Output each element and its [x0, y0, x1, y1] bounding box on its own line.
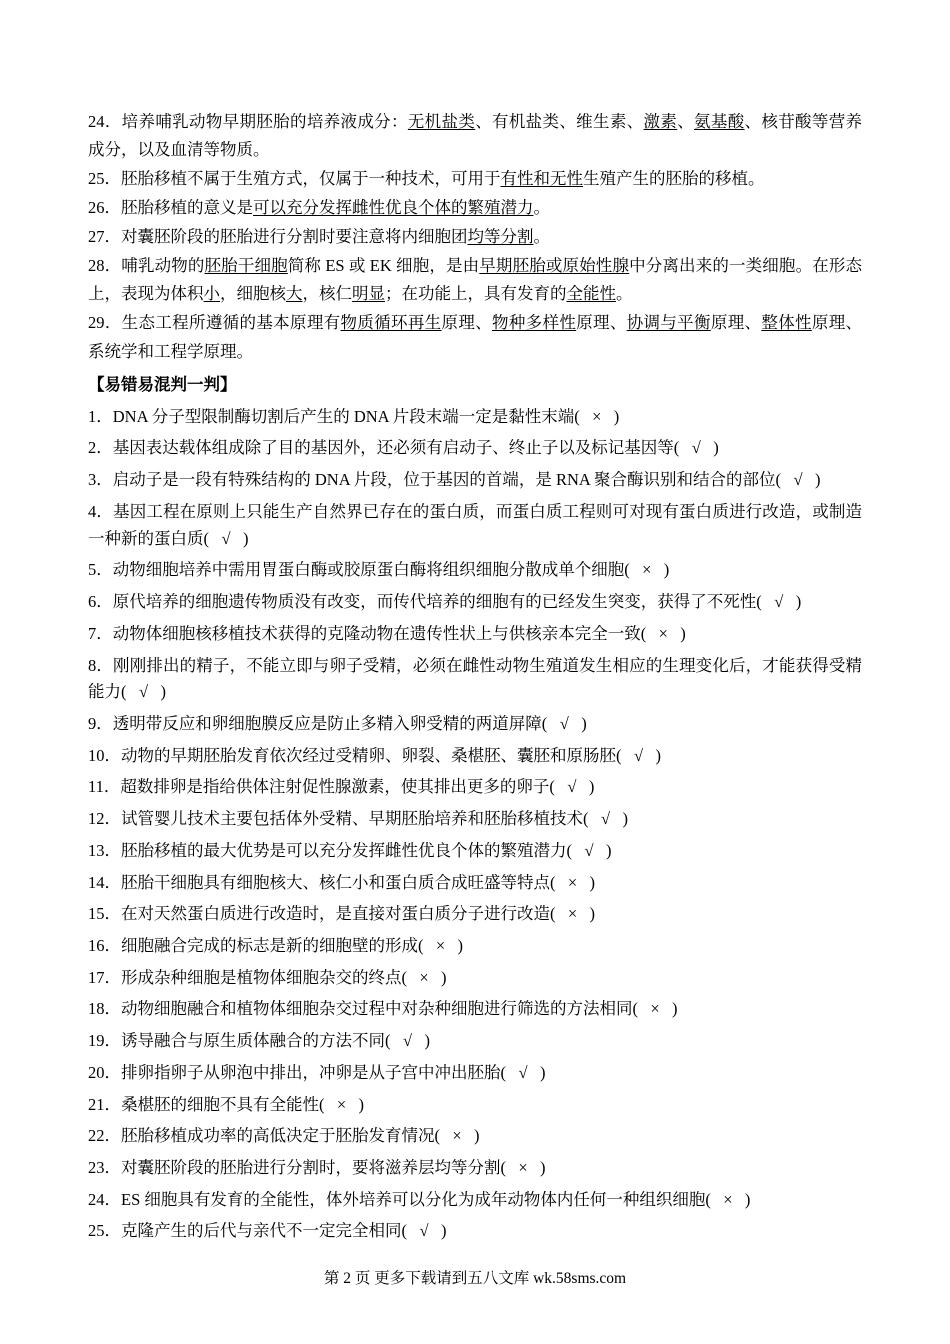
note-number: 27．	[88, 227, 121, 246]
note-item	[88, 252, 862, 309]
judge-list	[88, 401, 862, 1247]
note-text: 原理、	[576, 313, 627, 333]
judge-number: 18．	[88, 999, 121, 1019]
judge-answer-close-paren: )	[744, 1189, 751, 1209]
judge-answer-mark: √	[774, 592, 784, 612]
judge-answer	[679, 438, 719, 457]
judge-answer-close-paren: )	[815, 470, 821, 490]
judge-answer	[506, 1063, 546, 1082]
note-item	[88, 165, 862, 193]
note-answer-underline: 全能性	[566, 284, 616, 304]
judge-answer-close-paren: )	[424, 1031, 430, 1051]
judge-text: 胚胎干细胞具有细胞核大、核仁小和蛋白质合成旺盛等特点(	[121, 872, 556, 892]
judge-answer-close-paren: )	[680, 623, 686, 643]
judge-answer-close-paren: )	[160, 682, 166, 702]
judge-answer-close-paren: )	[588, 777, 595, 797]
judge-item	[88, 1216, 862, 1248]
judge-text: 对囊胚阶段的胚胎进行分割时，要将滋养层均等分割(	[121, 1158, 506, 1177]
judge-answer	[580, 407, 620, 426]
note-answer-underline: 均等分割	[467, 227, 534, 246]
judge-answer-mark: ×	[518, 1158, 528, 1177]
judge-answer	[127, 682, 167, 701]
judge-answer-close-paren: )	[441, 1221, 447, 1241]
note-answer-underline: 物种多样性	[492, 313, 577, 333]
judge-text: DNA 分子型限制酶切割后产生的 DNA 片段末端一定是黏性末端(	[112, 406, 580, 426]
note-text: ，细胞核	[220, 284, 286, 304]
judge-answer-mark: √	[559, 713, 569, 733]
note-text: 哺乳动物的	[121, 255, 205, 275]
judge-number: 5．	[88, 560, 113, 580]
note-text: 原理、	[441, 313, 493, 333]
judge-answer-close-paren: )	[441, 967, 447, 987]
judge-answer-mark: ×	[567, 872, 578, 892]
note-text: 生殖产生的胚胎的移植。	[583, 169, 765, 189]
judge-number: 6．	[88, 592, 113, 612]
note-item	[88, 108, 862, 165]
note-item	[88, 194, 862, 222]
judge-text: 形成杂种细胞是植物体细胞杂交的终点(	[121, 967, 407, 987]
note-answer-underline: 激素	[643, 112, 678, 131]
judge-text: 启动子是一段有特殊结构的 DNA 片段，位于基因的首端，是 RNA 聚合酶识别和结合的部位(	[112, 470, 782, 490]
note-text: 中分离出来的一类细胞。在形态上，表现为体积	[88, 255, 863, 304]
judge-text: 诱导融合与原生质体融合的方法不同(	[121, 1031, 391, 1051]
note-text: 。	[616, 284, 633, 304]
page-footer: 第 2 页 更多下载请到五八文库 wk.58sms.com	[323, 1270, 627, 1287]
judge-answer-mark: √	[793, 470, 803, 490]
note-item	[88, 223, 862, 251]
judge-answer	[630, 560, 670, 579]
note-text: 原理、系统学和工程学原理。	[88, 313, 863, 361]
note-answer-underline: 协调与平衡	[626, 313, 711, 333]
judge-text: 原代培养的细胞遗传物质没有改变，而传代培养的细胞有的已经发生突变，获得了不死性(	[112, 592, 762, 612]
judge-text: 基因工程在原则上只能生产自然界已存在的蛋白质，而蛋白质工程则可对现有蛋白质进行改造，或制造一种新的蛋白质(	[88, 501, 863, 548]
judge-text: 基因表达载体组成除了目的基因外，还必须有启动子、终止子以及标记基因等(	[112, 438, 680, 458]
judge-item	[88, 1026, 862, 1058]
note-answer-underline: 明显	[352, 284, 385, 304]
judge-text: 动物体细胞核移植技术获得的克隆动物在遗传性状上与供核亲本完全一致(	[112, 623, 647, 643]
judge-item	[88, 1121, 862, 1153]
judge-answer	[622, 746, 662, 765]
note-answer-underline: 无机盐类	[407, 112, 476, 131]
judge-text: 胚胎移植成功率的高低决定于胚胎发育情况(	[121, 1126, 440, 1146]
note-text: 培养哺乳动物早期胚胎的培养液成分：	[121, 112, 408, 131]
judge-number: 17．	[88, 967, 121, 987]
note-answer-underline: 氨基酸	[694, 112, 745, 131]
judge-answer	[762, 592, 802, 611]
judge-answer-close-paren: )	[713, 438, 719, 458]
judge-answer-close-paren: )	[589, 872, 595, 892]
judge-item	[88, 899, 862, 931]
note-answer-underline: 整体性	[761, 313, 812, 333]
note-number: 25．	[88, 169, 121, 189]
judge-text: 动物的早期胚胎发育依次经过受精卵、卵裂、桑椹胚、囊胚和原肠胚(	[121, 745, 622, 765]
judge-answer-mark: ×	[642, 560, 652, 580]
judge-number: 25．	[88, 1221, 121, 1241]
judge-answer-mark: ×	[650, 999, 660, 1019]
note-text: 原理、	[710, 313, 762, 333]
judge-answer	[555, 777, 595, 796]
note-answer-underline: 早期胚胎或原始性腺	[479, 255, 630, 275]
note-number: 28．	[88, 255, 122, 275]
judge-answer-close-paren: )	[540, 1062, 546, 1082]
judge-item	[88, 867, 862, 899]
judge-text: 刚刚排出的精子，不能立即与卵子受精，必须在雌性动物生殖道发生相应的生理变化后，才能获得受精能力(	[88, 655, 863, 702]
judge-answer	[391, 1031, 431, 1050]
judge-number: 20．	[88, 1062, 121, 1082]
judge-answer-mark: ×	[723, 1189, 733, 1209]
judge-number: 12．	[88, 809, 121, 829]
judge-number: 22．	[88, 1126, 121, 1146]
judge-answer-close-paren: )	[622, 809, 628, 829]
judge-answer-mark: ×	[567, 904, 578, 924]
page-content	[88, 108, 862, 1248]
judge-number: 8．	[88, 655, 114, 675]
judge-text: ES 细胞具有发育的全能性，体外培养可以分化为成年动物体内任何一种组织细胞(	[121, 1189, 711, 1209]
judge-number: 21．	[88, 1094, 121, 1114]
judge-answer-mark: ×	[658, 623, 668, 643]
note-answer-underline: 胚胎干细胞	[204, 255, 288, 275]
judge-answer-close-paren: )	[795, 592, 802, 612]
note-answer-underline: 大	[286, 284, 303, 304]
judge-number: 11．	[88, 777, 121, 797]
note-text: ，核仁	[302, 284, 352, 304]
judge-number: 14．	[88, 872, 121, 892]
note-number: 29．	[88, 313, 122, 333]
judge-answer-close-paren: )	[457, 935, 463, 955]
judge-answer	[781, 470, 821, 489]
note-text: 胚胎移植的意义是	[121, 198, 253, 218]
judge-answer-close-paren: )	[672, 999, 678, 1019]
judge-answer-mark: √	[419, 1221, 429, 1241]
judge-item	[88, 650, 862, 708]
judge-item	[88, 433, 862, 465]
judge-number: 4．	[88, 501, 114, 521]
judge-number: 10．	[88, 745, 121, 765]
judge-item	[88, 772, 862, 804]
note-number: 26．	[88, 198, 121, 218]
judge-answer-close-paren: )	[606, 840, 612, 860]
judge-number: 3．	[88, 470, 113, 490]
judge-item	[88, 555, 862, 587]
judge-answer-close-paren: )	[358, 1094, 364, 1114]
judge-number: 7．	[88, 623, 113, 643]
judge-answer-mark: ×	[419, 967, 429, 987]
judge-answer	[407, 968, 447, 987]
judge-answer-close-paren: )	[243, 528, 249, 548]
judge-answer	[589, 809, 629, 828]
note-answer-underline: 小	[203, 284, 220, 304]
judge-number: 2．	[88, 438, 113, 458]
note-text: 生态工程所遵循的基本原理有	[121, 313, 341, 333]
judge-text: 透明带反应和卵细胞膜反应是防止多精入卵受精的两道屏障(	[112, 713, 548, 733]
note-text: 、有机盐类、维生素、	[475, 112, 644, 131]
note-answer-underline: 可以充分发挥雌性优良个体的繁殖潜力	[253, 198, 534, 218]
judge-answer	[556, 904, 596, 923]
judge-answer	[424, 936, 464, 955]
note-number: 24．	[88, 112, 122, 131]
judge-answer	[407, 1221, 447, 1240]
judge-answer-mark: √	[691, 438, 701, 458]
judge-number: 24．	[88, 1189, 121, 1209]
notes-list	[88, 108, 862, 366]
note-answer-underline: 有性和无性	[500, 169, 583, 189]
judge-text: 胚胎移植的最大优势是可以充分发挥雌性优良个体的繁殖潜力(	[121, 840, 572, 860]
judge-number: 19．	[88, 1031, 121, 1051]
judge-answer-close-paren: )	[613, 406, 620, 426]
judge-answer-close-paren: )	[663, 560, 670, 580]
note-item	[88, 309, 862, 366]
judge-item	[88, 930, 862, 962]
judge-answer-mark: √	[584, 840, 594, 860]
judge-answer	[547, 714, 587, 733]
judge-item	[88, 740, 862, 772]
judge-item	[88, 587, 862, 619]
note-text: 。	[533, 198, 550, 218]
judge-item	[88, 835, 862, 867]
note-text: 对囊胚阶段的胚胎进行分割时要注意将内细胞团	[121, 227, 468, 246]
judge-number: 9．	[88, 713, 113, 733]
judge-answer-mark: ×	[592, 406, 602, 426]
judge-item	[88, 1057, 862, 1089]
judge-text: 动物细胞培养中需用胃蛋白酶或胶原蛋白酶将组织细胞分散成单个细胞(	[112, 560, 630, 580]
judge-item	[88, 1153, 862, 1185]
judge-text: 桑椹胚的细胞不具有全能性(	[121, 1094, 325, 1114]
judge-item	[88, 1184, 862, 1216]
judge-number: 23．	[88, 1158, 121, 1177]
judge-text: 动物细胞融合和植物体细胞杂交过程中对杂种细胞进行筛选的方法相同(	[121, 999, 638, 1019]
judge-item	[88, 401, 862, 433]
judge-answer-mark: √	[600, 809, 611, 829]
judge-text: 克隆产生的后代与亲代不一定完全相同(	[121, 1221, 407, 1241]
judge-number: 16．	[88, 935, 121, 955]
judge-answer	[556, 873, 596, 892]
judge-answer-close-paren: )	[581, 713, 587, 733]
judge-item	[88, 465, 862, 497]
judge-number: 13．	[88, 840, 121, 860]
judge-number: 1．	[88, 406, 113, 426]
judge-item	[88, 804, 862, 836]
judge-answer-mark: ×	[435, 935, 446, 955]
judge-answer	[572, 841, 612, 860]
note-text: 胚胎移植不属于生殖方式，仅属于一种技术，可用于	[121, 169, 501, 189]
judge-answer	[711, 1190, 751, 1209]
note-text: 。	[533, 227, 550, 246]
judge-answer-mark: √	[221, 528, 231, 548]
judge-text: 试管婴儿技术主要包括体外受精、早期胚胎培养和胚胎移植技术(	[121, 809, 589, 829]
judge-answer	[646, 624, 686, 643]
judge-answer	[325, 1095, 365, 1114]
judge-item	[88, 994, 862, 1026]
note-text: 、核苷酸等营养成分，以及血清等物质。	[88, 112, 863, 160]
judge-answer-close-paren: )	[655, 745, 661, 765]
judge-answer	[440, 1126, 480, 1145]
judge-answer-mark: √	[518, 1062, 528, 1082]
section-title-judge: 【易错易混判一判】	[88, 374, 237, 394]
judge-item	[88, 962, 862, 994]
judge-text: 在对天然蛋白质进行改造时，是直接对蛋白质分子进行改造(	[121, 904, 556, 924]
judge-answer-mark: √	[402, 1031, 413, 1051]
note-text: ；在功能上，具有发育的	[385, 284, 567, 304]
note-text: 、	[677, 112, 695, 131]
judge-answer	[209, 529, 249, 548]
note-text: 简称 ES 或 EK 细胞，是由	[287, 255, 480, 275]
judge-item	[88, 618, 862, 650]
judge-answer-close-paren: )	[540, 1158, 546, 1177]
judge-item	[88, 708, 862, 740]
judge-answer	[638, 999, 678, 1018]
judge-answer-close-paren: )	[474, 1126, 480, 1146]
judge-number: 15．	[88, 904, 121, 924]
note-answer-underline: 物质循环再生	[340, 313, 442, 333]
judge-answer-close-paren: )	[589, 904, 595, 924]
judge-answer-mark: √	[567, 777, 577, 797]
judge-answer-mark: ×	[336, 1094, 347, 1114]
judge-answer	[506, 1158, 546, 1177]
judge-text: 细胞融合完成的标志是新的细胞壁的形成(	[121, 935, 424, 955]
judge-item	[88, 496, 862, 554]
judge-text: 排卵指卵子从卵泡中排出，冲卵是从子宫中冲出胚胎(	[121, 1062, 506, 1082]
judge-item	[88, 1089, 862, 1121]
judge-answer-mark: ×	[452, 1126, 462, 1146]
judge-text: 超数排卵是指给供体注射促性腺激素，使其排出更多的卵子(	[120, 777, 555, 797]
judge-answer-mark: √	[633, 745, 644, 765]
judge-answer-mark: √	[138, 682, 149, 702]
